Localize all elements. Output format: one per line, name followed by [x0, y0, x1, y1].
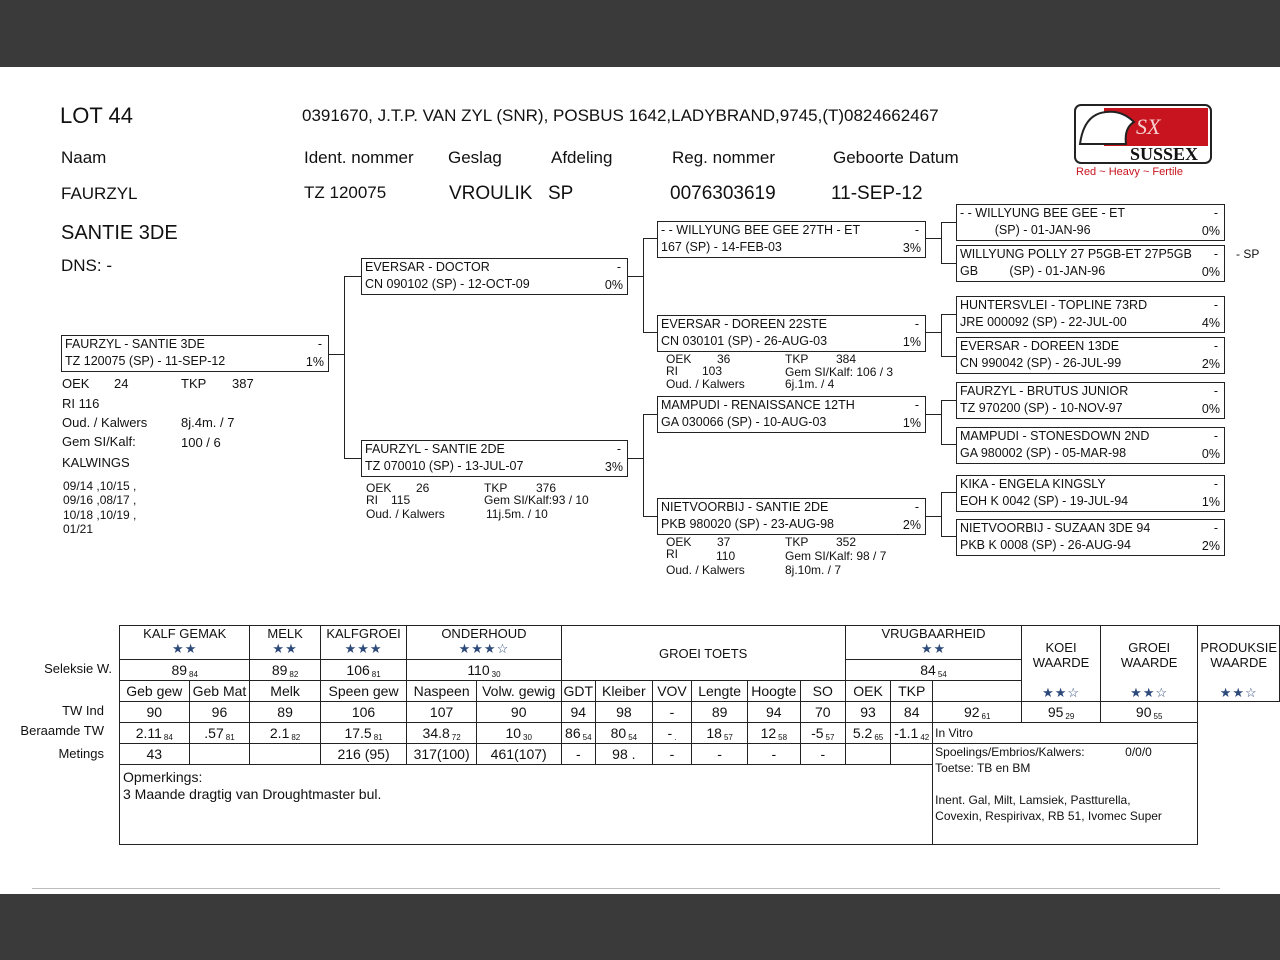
col-naspeen: Naspeen — [407, 681, 477, 702]
ggp-4-name: EVERSAR - DOREEN 13DE — [960, 339, 1120, 353]
ggp-5-reg: TZ 970200 (SP) - 10-NOV-97 — [960, 401, 1123, 415]
footer-rule — [32, 888, 1220, 889]
lot-number: LOT 44 — [60, 103, 133, 128]
ggp-3-reg: JRE 000092 (SP) - 22-JUL-00 — [960, 315, 1127, 329]
ggp-1-reg: (SP) - 01-JAN-96 — [960, 223, 1091, 237]
subject-reg: TZ 120075 (SP) - 11-SEP-12 — [65, 354, 226, 368]
ber-cell: 80 $_{54}$ — [596, 723, 653, 744]
ber-cell: 18 $_{57}$ — [692, 723, 748, 744]
gp-4-oud-value: 8j.10m. / 7 — [785, 563, 842, 577]
gp-4-oek-label: OEK — [666, 535, 692, 549]
ggp-1-name: - - WILLYUNG BEE GEE - ET — [960, 206, 1126, 220]
col-geb-gew: Geb gew — [120, 681, 190, 702]
header-geboorte: Geboorte Datum — [833, 148, 959, 167]
gp-2-oud-label: Oud. / Kalwers — [666, 377, 745, 391]
col-so: SO — [800, 681, 845, 702]
sel-kalfgroei: 106 $_{81}$ — [320, 660, 407, 681]
ggp-3-pct: 4% — [1201, 316, 1220, 330]
ggp-2-dash: - — [1213, 247, 1218, 261]
col-geb-mat: Geb Mat — [189, 681, 250, 702]
dam-oud-label: Oud. / Kalwers — [366, 507, 445, 521]
group-groei-toets: GROEI TOETS — [561, 626, 845, 681]
dam-oek-value: 26 — [416, 481, 430, 495]
ggp-6-dash: - — [1213, 429, 1218, 443]
dam-ri-value: 115 — [391, 493, 411, 507]
sel-kalf-gemak: 89 $_{84}$ — [120, 660, 250, 681]
header-naam: Naam — [61, 148, 107, 167]
sire-reg: CN 090102 (SP) - 12-OCT-09 — [365, 277, 530, 291]
met-cell — [891, 744, 933, 765]
header-ident: Ident. nommer — [304, 148, 414, 167]
tw-koei-waarde: 92 $_{61}$ — [933, 702, 1022, 723]
gp-box-1 — [657, 221, 926, 258]
value-naam: FAURZYL — [61, 184, 138, 203]
ggp-box-2 — [956, 245, 1225, 282]
ggp-box-3 — [956, 296, 1225, 333]
ber-cell: 86 $_{54}$ — [561, 723, 596, 744]
top-bar — [0, 0, 1280, 67]
dam-oek-label: OEK — [366, 481, 392, 495]
gp-2-tkp-value: 384 — [836, 352, 857, 366]
spoelings-label: Spoelings/Embrios/Kalwers: — [935, 745, 1085, 759]
met-cell: - — [652, 744, 692, 765]
ggp-box-4 — [956, 337, 1225, 374]
group-kalf-gemak: KALF GEMAK ★★ — [120, 626, 250, 660]
ggp-5-pct: 0% — [1201, 402, 1220, 416]
tw-produksie-waarde: 90 $_{55}$ — [1100, 702, 1198, 723]
ber-cell: - $_.$ — [652, 723, 692, 744]
inent-2: Covexin, Respirivax, RB 51, Ivomec Super — [935, 809, 1162, 823]
ber-cell: 17.5 $_{81}$ — [320, 723, 407, 744]
kalwings-dates-4: 01/21 — [63, 522, 94, 536]
met-cell: 461(107) — [476, 744, 561, 765]
tw-cell: 89 — [250, 702, 320, 723]
tw-cell: 107 — [407, 702, 477, 723]
subject-oek-label: OEK — [62, 376, 90, 391]
subject-tkp-value: 387 — [232, 376, 254, 391]
met-cell: - — [692, 744, 748, 765]
col-hoogte: Hoogte — [747, 681, 800, 702]
gp-2-pct: 1% — [902, 335, 921, 349]
gp-2-dash: - — [914, 317, 919, 331]
ggp-4-reg: CN 990042 (SP) - 26-JUL-99 — [960, 356, 1122, 370]
ggp-1-pct: 0% — [1201, 224, 1220, 238]
ggp-1-dash: - — [1213, 206, 1218, 220]
col-kleiber: Kleiber — [596, 681, 653, 702]
gp-2-oek-label: OEK — [666, 352, 692, 366]
ggp-2-pct: 0% — [1201, 265, 1220, 279]
ggp-box-6 — [956, 427, 1225, 464]
row-label-tw: TW Ind — [62, 703, 104, 718]
gp-3-reg: GA 030066 (SP) - 10-AUG-03 — [661, 415, 827, 429]
gp-4-ri-label: RI — [666, 547, 678, 561]
ggp-8-pct: 2% — [1201, 539, 1220, 553]
ggp-7-dash: - — [1213, 477, 1218, 491]
tw-cell: 90 — [120, 702, 190, 723]
ggp-3-dash: - — [1213, 298, 1218, 312]
scores-table — [119, 625, 1280, 845]
met-cell: 98 . — [596, 744, 653, 765]
gp-4-gem: Gem SI/Kalf: 98 / 7 — [785, 549, 887, 563]
owner-info: 0391670, J.T.P. VAN ZYL (SNR), POSBUS 1642,LADYBRAND,9745,(T)0824662467 — [302, 106, 939, 125]
dam-pct: 3% — [604, 460, 623, 474]
animal-name: SANTIE 3DE — [61, 222, 178, 244]
groei-stars: ★★☆ — [1130, 685, 1169, 700]
gp-4-tkp-value: 352 — [836, 535, 857, 549]
ggp-box-1 — [956, 204, 1225, 241]
tw-cell: 89 — [692, 702, 748, 723]
sel-melk: 89 $_{82}$ — [250, 660, 320, 681]
sussex-logo — [1074, 104, 1214, 180]
onderhoud-stars: ★★★☆ — [458, 641, 510, 656]
kalfgroei-stars: ★★★ — [344, 641, 383, 656]
gp-4-dash: - — [914, 500, 919, 514]
dam-tkp-value: 376 — [536, 481, 557, 495]
gp-4-oek-value: 37 — [717, 535, 731, 549]
opmerkings-text: 3 Maande dragtig van Droughtmaster bul. — [123, 786, 382, 802]
ggp-4-dash: - — [1213, 339, 1218, 353]
vrug-stars: ★★ — [920, 641, 947, 656]
subject-tkp-label: TKP — [181, 376, 207, 391]
group-onderhoud: ONDERHOUD ★★★☆ — [407, 626, 561, 660]
spoelings-value: 0/0/0 — [1125, 745, 1152, 759]
gp-4-oud-label: Oud. / Kalwers — [666, 563, 745, 577]
group-produksie-waarde: PRODUKSIE WAARDE ★★☆ — [1198, 626, 1280, 702]
toetse: Toetse: TB en BM — [935, 761, 1031, 775]
tw-cell: 70 — [800, 702, 845, 723]
tw-cell: 96 — [189, 702, 250, 723]
gp-2-gem: Gem SI/Kalf: 106 / 3 — [785, 365, 894, 379]
ggp-8-dash: - — [1213, 521, 1218, 535]
value-afdeling: SP — [548, 183, 574, 204]
col-speen-gew: Speen gew — [320, 681, 407, 702]
ber-cell: 2.1 $_{82}$ — [250, 723, 320, 744]
value-geslag: VROULIK — [449, 183, 533, 204]
gp-2-ri-value: 103 — [702, 364, 723, 378]
ggp-7-name: KIKA - ENGELA KINGSLY — [960, 477, 1106, 491]
col-melk: Melk — [250, 681, 320, 702]
col-oek: OEK — [845, 681, 890, 702]
row-label-beraamde: Beraamde TW — [20, 723, 104, 738]
svg-text:SUSSEX: SUSSEX — [1130, 144, 1199, 164]
group-groei-waarde: GROEI WAARDE ★★☆ — [1100, 626, 1198, 702]
ggp-3-name: HUNTERSVLEI - TOPLINE 73RD — [960, 298, 1148, 312]
dam-tkp-label: TKP — [484, 481, 508, 495]
col-vov: VOV — [652, 681, 692, 702]
met-cell: 317(100) — [407, 744, 477, 765]
met-cell: 43 — [120, 744, 190, 765]
koei-stars: ★★☆ — [1042, 685, 1081, 700]
subject-oud-label: Oud. / Kalwers — [62, 415, 148, 430]
header-reg: Reg. nommer — [672, 148, 775, 167]
gp-2-oek-value: 36 — [717, 352, 731, 366]
sire-dash: - — [616, 260, 621, 274]
met-cell — [189, 744, 250, 765]
header-afdeling: Afdeling — [551, 148, 613, 167]
met-cell: - — [800, 744, 845, 765]
ggp-7-pct: 1% — [1201, 495, 1220, 509]
value-ident: TZ 120075 — [304, 183, 387, 202]
gp-4-ri-value: 110 — [716, 549, 736, 563]
gp-2-reg: CN 030101 (SP) - 26-AUG-03 — [661, 334, 828, 348]
ber-cell: -1.1 $_{42}$ — [891, 723, 933, 744]
kalf-gemak-stars: ★★ — [172, 641, 198, 656]
subject-dash: - — [317, 337, 322, 351]
gp-3-pct: 1% — [902, 416, 921, 430]
ggp-6-reg: GA 980002 (SP) - 05-MAR-98 — [960, 446, 1127, 460]
ggp-8-name: NIETVOORBIJ - SUZAAN 3DE 94 — [960, 521, 1151, 535]
subject-gem-value: 100 / 6 — [181, 435, 221, 450]
gp-3-dash: - — [914, 398, 919, 412]
ggp-2-reg: GB (SP) - 01-JAN-96 — [960, 264, 1106, 278]
bottom-bar — [0, 894, 1280, 960]
gp-4-reg: PKB 980020 (SP) - 23-AUG-98 — [661, 517, 834, 531]
col-volw-gewig: Volw. gewig — [476, 681, 561, 702]
tw-groei-waarde: 95 $_{29}$ — [1022, 702, 1101, 723]
tw-cell: 90 — [476, 702, 561, 723]
gp-2-tkp-label: TKP — [785, 352, 809, 366]
met-cell — [250, 744, 320, 765]
kalwings-dates-1: 09/14 ,10/15 , — [63, 479, 137, 493]
kalwings-dates-3: 10/18 ,10/19 , — [63, 508, 137, 522]
tw-cell: 84 — [891, 702, 933, 723]
kalwings-dates-2: 09/16 ,08/17 , — [63, 493, 137, 507]
dam-gem: Gem SI/Kalf:93 / 10 — [484, 493, 589, 507]
met-cell: - — [747, 744, 800, 765]
in-vitro: In Vitro — [933, 723, 1198, 744]
dam-dash: - — [616, 442, 621, 456]
kalwings-label: KALWINGS — [62, 455, 130, 470]
subject-oud-value: 8j.4m. / 7 — [181, 415, 235, 430]
group-vrugbaarheid: VRUGBAARHEID ★★ — [845, 626, 1021, 660]
gp-4-name: NIETVOORBIJ - SANTIE 2DE — [661, 500, 829, 514]
col-gdt: GDT — [561, 681, 596, 702]
ggp-box-5 — [956, 382, 1225, 419]
subject-name: FAURZYL - SANTIE 3DE — [65, 337, 205, 351]
notes-right — [933, 744, 1198, 845]
ggp-4-pct: 2% — [1201, 357, 1220, 371]
tw-cell: 94 — [561, 702, 596, 723]
gp-box-3 — [657, 396, 926, 433]
dns: DNS: - — [61, 256, 112, 275]
tw-cell: 98 — [596, 702, 653, 723]
opmerkings-label: Opmerkings: — [123, 769, 203, 785]
ggp-7-reg: EOH K 0042 (SP) - 19-JUL-94 — [960, 494, 1129, 508]
gp-2-name: EVERSAR - DOREEN 22STE — [661, 317, 828, 331]
ber-cell: 12 $_{58}$ — [747, 723, 800, 744]
gp-3-name: MAMPUDI - RENAISSANCE 12TH — [661, 398, 855, 412]
gp-1-name: - - WILLYUNG BEE GEE 27TH - ET — [661, 223, 861, 237]
tw-cell: - — [652, 702, 692, 723]
dam-name: FAURZYL - SANTIE 2DE — [365, 442, 505, 456]
subject-pct: 1% — [305, 355, 324, 369]
row-label-seleksie: Seleksie W. — [44, 661, 112, 676]
group-kalfgroei: KALFGROEI ★★★ — [320, 626, 407, 660]
gp-1-dash: - — [914, 223, 919, 237]
melk-stars: ★★ — [272, 641, 298, 656]
ggp-8-reg: PKB K 0008 (SP) - 26-AUG-94 — [960, 538, 1131, 552]
value-reg: 0076303619 — [670, 183, 776, 204]
met-cell: 216 (95) — [320, 744, 407, 765]
gp-4-tkp-label: TKP — [785, 535, 809, 549]
inent-1: Inent. Gal, Milt, Lamsiek, Pastturella, — [935, 793, 1131, 807]
produksie-stars: ★★☆ — [1219, 685, 1258, 700]
gp-1-pct: 3% — [902, 241, 921, 255]
gp-2-ri-label: RI — [666, 364, 678, 378]
subject-box — [61, 335, 329, 372]
subject-ri: RI 116 — [62, 396, 100, 411]
ggp-box-7 — [956, 475, 1225, 512]
gp-1-reg: 167 (SP) - 14-FEB-03 — [661, 240, 782, 254]
svg-text:SX: SX — [1136, 114, 1161, 139]
gp-2-oud-value: 6j.1m. / 4 — [785, 377, 835, 391]
ggp-6-pct: 0% — [1201, 447, 1220, 461]
dam-reg: TZ 070010 (SP) - 13-JUL-07 — [365, 459, 524, 473]
col-tkp: TKP — [891, 681, 933, 702]
group-koei-waarde: KOEI WAARDE ★★☆ — [1022, 626, 1101, 702]
subject-oek-value: 24 — [114, 376, 129, 391]
ber-cell: 2.11 $_{84}$ — [120, 723, 190, 744]
dam-box — [361, 440, 628, 477]
ggp-5-name: FAURZYL - BRUTUS JUNIOR — [960, 384, 1129, 398]
group-melk: MELK ★★ — [250, 626, 320, 660]
tw-cell: 106 — [320, 702, 407, 723]
dam-ri-label: RI — [366, 493, 378, 507]
ggp-2-name: WILLYUNG POLLY 27 P5GB-ET 27P5GB — [960, 247, 1192, 261]
value-geboorte: 11-SEP-12 — [831, 183, 923, 204]
sire-pct: 0% — [604, 278, 623, 292]
col-lengte: Lengte — [692, 681, 748, 702]
opmerkings — [120, 765, 933, 845]
ggp-6-name: MAMPUDI - STONESDOWN 2ND — [960, 429, 1150, 443]
ber-cell: 34.8 $_{72}$ — [407, 723, 477, 744]
met-cell: - — [561, 744, 596, 765]
gp-box-4 — [657, 498, 926, 535]
met-cell — [845, 744, 890, 765]
subject-gem-label: Gem SI/Kalf: — [62, 434, 136, 449]
gp-box-2 — [657, 315, 926, 352]
ggp-box-8 — [956, 519, 1225, 556]
gp-4-pct: 2% — [902, 518, 921, 532]
tw-cell: 93 — [845, 702, 890, 723]
sire-name: EVERSAR - DOCTOR — [365, 260, 490, 274]
header-geslag: Geslag — [448, 148, 502, 167]
sire-box — [361, 258, 628, 295]
ber-cell: 5.2 $_{65}$ — [845, 723, 890, 744]
ggp-5-dash: - — [1213, 384, 1218, 398]
ggp-2-extra: - SP — [1236, 247, 1260, 261]
tw-cell: 94 — [747, 702, 800, 723]
sel-onderhoud: 110 $_{30}$ — [407, 660, 561, 681]
svg-text:Red ~ Heavy ~ Fertile: Red ~ Heavy ~ Fertile — [1076, 166, 1183, 178]
ber-cell: -5 $_{57}$ — [800, 723, 845, 744]
ber-cell: 10 $_{30}$ — [476, 723, 561, 744]
dam-oud-value: 11j.5m. / 10 — [486, 507, 548, 521]
ber-cell: .57 $_{81}$ — [189, 723, 250, 744]
sel-vrug: 84 $_{54}$ — [845, 660, 1021, 681]
row-label-metings: Metings — [58, 746, 104, 761]
